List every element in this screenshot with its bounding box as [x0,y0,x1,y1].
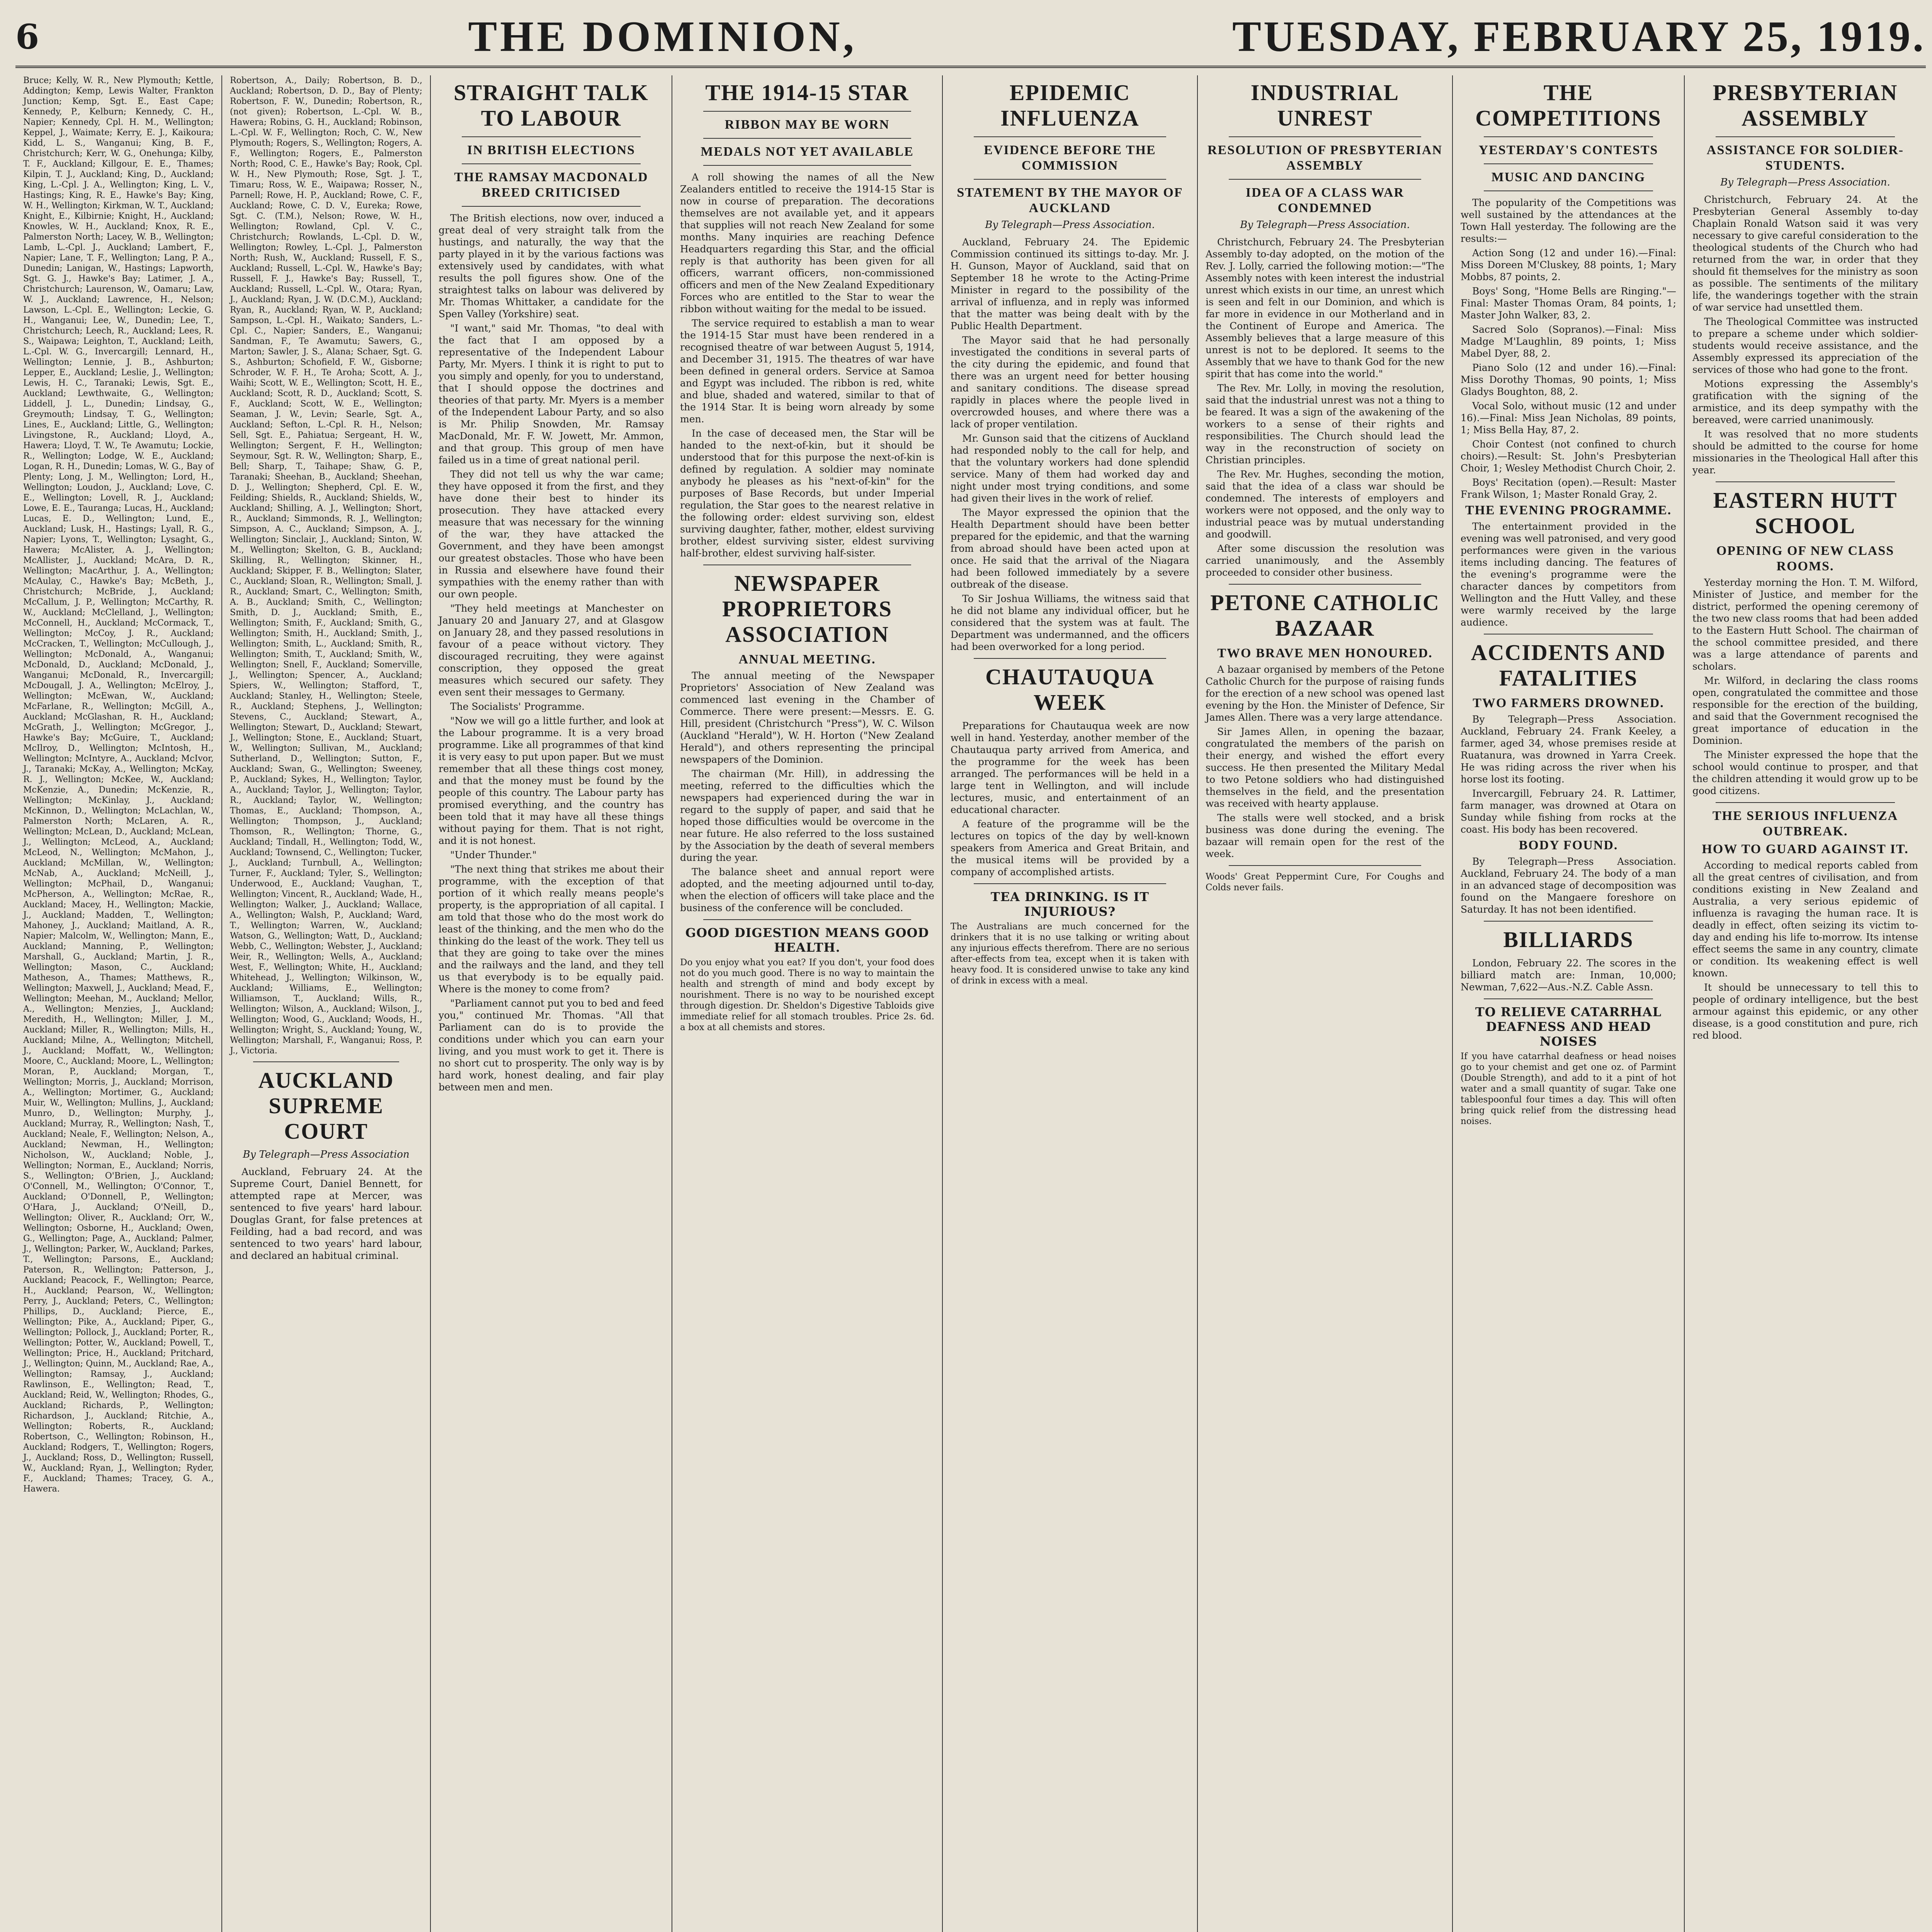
paragraph: Boys' Recitation (open).—Result: Master Frank Wilson, 1; Master Ronald Gray, 2. [1461,477,1676,500]
paragraph: Mr. Gunson said that the citizens of Auckland had responded nobly to the call for help, and that the voluntary workers had done splendid service. Many of them had worked day and night under most trying conditions, and some had given their lives in the work of relief. [951,433,1189,504]
article-body [951,236,1189,653]
billiards-heading: BILLIARDS [1503,927,1634,952]
paragraph: A feature of the programme will be the lectures on topics of the day by well-known speakers from America and Great Britain, and the musical items will be provided by a company of accomplished artists. [951,818,1189,878]
divider [462,206,641,207]
masthead [15,8,1926,68]
paragraph: A roll showing the names of all the New Zealanders entitled to receive the 1914-15 Star is now in course of preparation. The decorations themselves are not available yet, and it appears that supplies will not reach New Zealand for some months. Many inquiries are reaching Defence Headquarters regarding this Star, and the official reply is that authority has been given for all officers, warrant officers, non-commissioned officers and men of the New Zealand Expeditionary Forces who are entitled to the Star to wear the ribbon without waiting for the medal to be issued. [680,172,934,315]
paragraph: They did not tell us why the war came; they have opposed it from the first, and they have done their best to hinder its prosecution. They have attacked every measure that was necessary for the winning of the war, they have attacked the Government, and they have been amongst our greatest obstacles. Those who have been in Russia and elsewhere have found their sympathies with the enemy rather than with our own people. [439,469,664,600]
body-found-heading: BODY FOUND. [1519,838,1618,852]
paragraph: The British elections, now over, induced a great deal of very straight talk from the hustings, and naturally, the way that the party played in it by the various factions was extensively used by candidates, with what results the poll figures show. One of the straightest talks on labour was delivered by Mr. Thomas Whittaker, a candidate for the Spen Valley (Yorkshire) seat. [439,213,664,320]
paragraph: "They held meetings at Manchester on January 20 and January 27, and at Glasgow on January 28, and they passed resolutions in favour of a peace without victory. They discouraged recruiting, they were against conscription, they opposed the great measures which secured our safety. They even sent their messages to Germany. [439,603,664,698]
paragraph: It should be unnecessary to tell this to people of ordinary intelligence, but the best armour against this epidemic, or any other disease, is a good constitution and pure, rich red blood. [1692,982,1918,1041]
auckland-supreme-court-heading: AUCKLAND SUPREME COURT [258,1068,394,1144]
article-body [680,171,934,559]
article-body [1692,194,1918,476]
article-subheading-2: MEDALS NOT YET AVAILABLE [701,145,914,159]
divider [703,138,911,139]
article-subheading: RIBBON MAY BE WORN [724,117,890,132]
divider [1229,136,1421,137]
paragraph: "The next thing that strikes me about their programme, with the exception of that portion of it which really means people's property, is the appropriation of all capital. I am told that those who do the most work do least of the thinking, and the men who do the thinking do the least of the work. They tell us that they are going to take over the mines and the railways and the land, and they tell us that everybody is to be equally paid. Where is the money to come from? [439,864,664,995]
column-8 [1685,75,1926,1932]
divider [1484,163,1653,164]
paragraph: The Theological Committee was instructed to prepare a scheme under which soldier-students would receive assistance, and the Assembly expressed its appreciation of the services of those who had gone to the front. [1692,316,1918,375]
section-heading: CHAUTAUQUA WEEK [985,664,1155,715]
column-2 [222,75,431,1932]
divider [462,136,641,137]
accidents-heading: ACCIDENTS AND FATALITIES [1471,640,1666,690]
advertisement-text: The Australians are much concerned for the drinkers that it is no use talking or writing about any injurious effects therefrom. There are no serious after-effects from tea, except when it is taken with heavy food. It is considered unwise to take any kind of drink in excess with a meal. [951,922,1189,986]
article-subheading-2: STATEMENT BY THE MAYOR OF AUCKLAND [957,185,1183,215]
accidents-body [1461,713,1676,835]
divider [703,919,911,920]
paragraph: Sacred Solo (Sopranos).—Final: Miss Madge M'Laughlin, 89 points, 1; Miss Mabel Dyer, 88, 2. [1461,324,1676,359]
column-1 [15,75,222,1932]
paragraph: The Socialists' Programme. [450,701,585,712]
paragraph: Sir James Allen, in opening the bazaar, congratulated the members of the parish on their energy, and wished the effort every success. He then presented the Military Medal to two Petone soldiers who had distinguished themselves in the field, and the presentation was received with hearty applause. [1206,726,1444,809]
advertisement-text: Woods' Great Peppermint Cure, For Coughs and Colds never fails. [1206,872,1444,893]
column-6 [1198,75,1453,1932]
section-heading: NEWSPAPER PROPRIETORS ASSOCIATION [722,571,892,647]
article-subheading-2: IDEA OF A CLASS WAR CONDEMNED [1245,185,1405,215]
paragraph: Yesterday morning the Hon. T. M. Wilford, Minister of Justice, and member for the district, performed the opening ceremony of the two new class rooms that had been added to the Eastern Hutt School. The chairman of the school committee presided, and there was a large attendance of parents and scholars. [1692,577,1918,672]
section-body [1461,520,1676,628]
section-heading: PETONE CATHOLIC BAZAAR [1210,590,1440,641]
divider [1716,802,1895,803]
section-body [1206,663,1444,860]
divider [1229,584,1421,585]
paragraph: Boys' Song, "Home Bells are Ringing."—Final: Master Thomas Oram, 84 points, 1; Master John Walker, 83, 2. [1461,286,1676,321]
article-subheading-2: THE RAMSAY MACDONALD BREED CRITICISED [454,170,648,200]
accidents-subheading: TWO FARMERS DROWNED. [1473,696,1664,710]
body-found-text [1461,855,1676,915]
advertisement-text: If you have catarrhal deafness or head noises go to your chemist and get one oz. of Parmint (Double Strength), and add to it a pint of hot water and a small quantity of sugar. Take one tablespoonful four times a day. This will often bring quick relief from the distressing head noises. [1461,1051,1676,1126]
divider [974,658,1166,659]
issue-date: TUESDAY, FEBRUARY 25, 1919. [1232,12,1926,61]
article-body [439,212,664,1093]
article-heading: EPIDEMIC INFLUENZA [1000,80,1139,131]
column-4 [672,75,943,1932]
article-subheading-2: MUSIC AND DANCING [1491,170,1646,184]
newspaper-title: THE DOMINION, [468,12,857,61]
article-subheading: RESOLUTION OF PRESBYTERIAN ASSEMBLY [1207,143,1443,173]
paragraph: Motions expressing the Assembly's gratification with the signing of the armistice, and its deep sympathy with the bereaved, were carried unanimously. [1692,378,1918,425]
paragraph: The Minister expressed the hope that the school would continue to prosper, and that the children attending it would grow up to be good citizens. [1692,749,1918,796]
advertisement-text: Do you enjoy what you eat? If you don't, your food does not do you much good. There is no way to maintain the health and strength of mind and body except by nourishment. There is no way to be nourished except through digestion. Dr. Sheldon's Digestive Tabloids give immediate relief for all stomach troubles. Price 2s. 6d. a box at all chemists and stores. [680,957,934,1032]
divider [974,179,1166,180]
paragraph: The Mayor said that he had personally investigated the conditions in several parts of the city during the epidemic, and found that there was an urgent need for better housing and sanitary conditions. The disease spread rapidly in places where the people lived in overcrowded houses, and where there was a lack of proper ventilation. [951,335,1189,430]
column-7 [1453,75,1685,1932]
paragraph: "Parliament cannot put you to bed and feed you," continued Mr. Thomas. "All that Parliament can do is to provide the conditions under which you can earn your living, and you must work to get it. There is no short cut to prosperity. The only way is by hard work, honest dealing, and fair play between men and men. [439,998,664,1093]
divider [462,163,641,164]
article-subheading: ASSISTANCE FOR SOLDIER-STUDENTS. [1706,143,1904,173]
paragraph: London, February 22. The scores in the billiard match are: Inman, 10,000; Newman, 7,622—Aus.-N.Z. Cable Assn. [1461,957,1676,993]
paragraph: Vocal Solo, without music (12 and under 16).—Final: Miss Jean Nicholas, 89 points, 1; Miss Bella Hay, 87, 2. [1461,400,1676,435]
paragraph: The entertainment provided in the evening was well patronised, and very good performances were given in the various items including dancing. The features of the evening's programme were the character dances by competitors from Wellington and the Hutt Valley, and these were warmly received by the large audience. [1461,521,1676,628]
paragraph: The service required to establish a man to wear the 1914-15 Star must have been rendered in a recognised theatre of war between August 5, 1914, and December 31, 1915. The theatres of war have been defined in general orders. Service at Samoa and Egypt was included. The ribbon is red, white and blue, shaded and watered, similar to that of the 1914 Star. It is being worn already by some men. [680,318,934,425]
paragraph: The popularity of the Competitions was well sustained by the attendances at the Town Hall yesterday. The following are the results:— [1461,197,1676,244]
paragraph: The Rev. Mr. Lolly, in moving the resolution, said that the industrial unrest was not a thing to be feared. It was a sign of the awakening of the workers to a sense of their rights and responsibilities. The Church should lead the way in the reconstruction of society on Christian principles. [1206,383,1444,466]
byline: By Telegraph—Press Association. [985,219,1155,231]
divider [1484,136,1653,137]
influenza-subheading: HOW TO GUARD AGAINST IT. [1702,842,1909,856]
section-heading: EASTERN HUTT SCHOOL [1713,488,1898,538]
article-subheading: YESTERDAY'S CONTESTS [1478,143,1658,157]
section-subheading: TWO BRAVE MEN HONOURED. [1217,646,1433,660]
paragraph: A bazaar organised by members of the Petone Catholic Church for the purpose of raising funds for the erection of a new school was opened last evening by the Hon. the Minister of Defence, Sir James Allen. There was a very large attendance. [1206,664,1444,723]
paragraph: To Sir Joshua Williams, the witness said that he did not blame any individual officer, but he considered that the system was at fault. The Department was undermanned, and the officers had been overworked for a long period. [951,593,1189,652]
paragraph: Choir Contest (not confined to church choirs).—Result: St. John's Presbyterian Choir, 1; Wesley Methodist Church Choir, 2. [1461,439,1676,474]
paragraph: After some discussion the resolution was carried unanimously, and the Assembly proceeded to consider other business. [1206,543,1444,578]
article-heading: STRAIGHT TALK TO LABOUR [454,80,649,131]
article-heading: PRESBYTERIAN ASSEMBLY [1713,80,1898,131]
article-heading: THE 1914-15 STAR [705,80,909,105]
divider [1229,179,1421,180]
divider [1484,190,1653,191]
paragraph: In the case of deceased men, the Star will be handed to the next-of-kin, but it should be understood that for this purpose the next-of-kin is defined by regulation. A soldier may nominate anybody he pleases as his "next-of-kin" for the purposes of Base Records, but under Imperial regulation, the Star goes to the nearest relative in the following order: eldest surviving son, eldest surviving daughter, father, mother, eldest surviving brother, eldest surviving sister, eldest surviving half-brother, eldest surviving half-sister. [680,428,934,559]
column-5 [943,75,1198,1932]
advertisement-heading: TEA DRINKING. IS IT INJURIOUS? [990,889,1150,919]
paragraph: The Mayor expressed the opinion that the Health Department should have been better prepared for the epidemic, and that the warning from abroad should have been acted upon at once. He said that the arrival of the Niagara had been followed immediately by a severe outbreak of the disease. [951,507,1189,590]
section-subheading: ANNUAL MEETING. [738,652,876,667]
article-subheading: IN BRITISH ELECTIONS [467,143,635,157]
paragraph: It was resolved that no more students should be admitted to the course for home missionaries in the Theological Hall after this year. [1692,429,1918,476]
divider [703,165,911,166]
divider [1716,136,1895,137]
divider [253,1061,399,1062]
column-3 [431,75,672,1932]
divider [974,883,1166,884]
article-body [1206,236,1444,578]
paragraph: The Rev. Mr. Hughes, seconding the motion, said that the idea of a class war should be condemned. The interests of employers and workers were not opposed, and the only way to industrial peace was by mutual understanding and goodwill. [1206,469,1444,540]
roll-list: Bruce; Kelly, W. R., New Plymouth; Kettle, Addington; Kemp, Lewis Walter, Frankton Junction; Kemp, Sgt. E., East Cape; Kennedy, P., Kelburn; Kennedy, C. H., Napier; Kennedy, Cpl. H. M., Wellington; Keppel, J., Waimate; Kerry, E. J., Kaikoura; Kidd, L. S., Wanganui; King, B. F., Christchurch; Kerr, W. G., Onehunga; Kilby, T. F., Auckland; Killgour, E. E., Thames; Kilpin, T. J., Auckland; King, D., Auckland; King, L.-Cpl. J. A., Wellington; King, L. V., Hastings; King, R. E., Hawke's Bay; King, W. H., Wellington; Kirkman, W. T., Auckland; Knight, E., Kilbirnie; Knight, H., Auckland; Knowles, W. H., Auckland; Knox, R. E., Palmerston North; Lacey, W. B., Wellington; Lamb, L.-Cpl. J., Auckland; Lambert, F., Napier; Lane, T. F., Wellington; Lang, P. A., Dunedin; Lanigan, W., Hastings; Lapworth, Sgt. G. J., Hawke's Bay; Latimer, J. A., Christchurch; Laurenson, W., Oamaru; Law, W. J., Auckland; Lawrence, H., Nelson; Lawson, L.-Cpl. E., Wellington; Leckie, G. H., Wanganui; Lee, W., Dunedin; Lee, T., Christchurch; Leech, R., Auckland; Lees, R. S., Waipawa; Leighton, T., Auckland; Leith, L.-Cpl. W. G., Invercargill; Lennard, H., Wellington; Lennie, J. B., Ashburton; Lepper, E., Auckland; Leslie, J., Wellington; Lewis, H. C., Taranaki; Lewis, Sgt. E., Auckland; Lewthwaite, G., Wellington; Liddell, J. L., Dunedin; Lindsay, G., Greymouth; Lindsay, T. G., Wellington; Lines, E., Auckland; Little, G., Wellington; Livingstone, R., Auckland; Lloyd, A., Hawera; Lloyd, T. W., Te Awamutu; Lockie, R., Wellington; Lodge, W. E., Auckland; Logan, R. H., Dunedin; Lomas, W. G., Bay of Plenty; Long, J. M., Wellington; Lord, H., Wellington; Loudon, J., Auckland; Love, C. E., Wellington; Lovell, R. J., Auckland; Lowe, E. E., Tauranga; Lucas, H., Auckland; Lucas, E. D., Wellington; Lund, E., Auckland; Lusk, H., Hastings; Lyall, R. G., Napier; Lyons, T., Wellington; Lysaght, G., Hawera; McAlister, A. J., Wellington; McAllister, J., Auckland; McAra, D. R., Wellington; MacArthur, J. A., Wellington; McAulay, C., Hawke's Bay; McBeth, J., Christchurch; McBride, J., Auckland; McCallum, J. P., Wellington; McCarthy, R. W., Auckland; McClelland, J., Wellington; McConnell, H., Auckland; McCormack, T., Wellington; McCoy, J. R., Auckland; McCracken, T., Wellington; McCullough, J., Wellington; McDonald, A., Wanganui; McDonald, D., Auckland; McDonald, J., Wanganui; McDonald, R., Invercargill; McDougall, J. A., Wellington; McElroy, J., Wellington; McEwan, W., Auckland; McFarlane, R., Wellington; McGill, A., Auckland; McGlashan, R. H., Auckland; McGrath, J., Wellington; McGregor, J., Hawke's Bay; McGuire, T., Auckland; McIlroy, D., Wellington; McIntosh, H., Wellington; McIntyre, A., Auckland; McIvor, J., Taranaki; McKay, A., Wellington; McKay, R. J., Wellington; McKee, W., Auckland; McKenzie, A., Dunedin; McKenzie, R., Wellington; McKinlay, J., Auckland; McKinnon, D., Wellington; McLachlan, W., Palmerston North; McLaren, A. R., Wellington; McLean, D., Auckland; McLean, J., Wellington; McLeod, A., Auckland; McLeod, N., Wellington; McMahon, J., Auckland; McMillan, W., Wellington; McNab, A., Auckland; McNeill, J., Wellington; McPhail, D., Wanganui; McPherson, A., Wellington; McRae, R., Auckland; Macey, H., Wellington; Mackie, J., Auckland; Madden, T., Wellington; Mahoney, J., Auckland; Maitland, A. R., Napier; Malcolm, W., Wellington; Mann, E., Auckland; Manning, P., Wellington; Marshall, G., Auckland; Martin, J. R., Wellington; Mason, C., Auckland; Matheson, A., Thames; Matthews, R., Wellington; Maxwell, J., Auckland; Mead, F., Wellington; Meehan, M., Auckland; Mellor, A., Wellington; Menzies, J., Auckland; Meredith, H., Wellington; Miller, J. M., Auckland; Miller, R., Wellington; Mills, H., Auckland; Milne, A., Wellington; Mitchell, J., Auckland; Moffatt, W., Wellington; Moore, C., Auckland; Moore, L., Wellington; Moran, P., Auckland; Morgan, T., Wellington; Morris, J., Auckland; Morrison, A., Wellington; Mortimer, G., Auckland; Muir, W., Wellington; Mullins, J., Auckland; Munro, D., Wellington; Murphy, J., Auckland; Murray, R., Wellington; Nash, T., Auckland; Neale, F., Wellington; Nelson, A., Auckland; Newman, H., Wellington; Nicholson, W., Auckland; Noble, J., Wellington; Norman, E., Auckland; Norris, S., Wellington; O'Brien, J., Auckland; O'Connell, M., Wellington; O'Connor, T., Auckland; O'Donnell, P., Wellington; O'Hara, J., Auckland; O'Neill, D., Wellington; Oliver, R., Auckland; Orr, W., Wellington; Osborne, H., Auckland; Owen, G., Wellington; Page, A., Auckland; Palmer, J., Wellington; Parker, W., Auckland; Parkes, T., Wellington; Parsons, E., Auckland; Paterson, R., Wellington; Patterson, J., Auckland; Peacock, F., Wellington; Pearce, H., Auckland; Pearson, W., Wellington; Perry, J., Auckland; Peters, C., Wellington; Phillips, D., Auckland; Pierce, E., Wellington; Pike, A., Auckland; Piper, G., Wellington; Pollock, J., Auckland; Porter, R., Wellington; Potter, W., Auckland; Powell, T., Wellington; Price, H., Auckland; Pritchard, J., Wellington; Quinn, M., Auckland; Rae, A., Wellington; Ramsay, J., Auckland; Rawlinson, E., Wellington; Read, T., Auckland; Reid, W., Wellington; Rhodes, G., Auckland; Richards, P., Wellington; Richardson, J., Auckland; Ritchie, A., Wellington; Roberts, R., Auckland; Robertson, C., Wellington; Robinson, H., Auckland; Rodgers, T., Wellington; Rogers, J., Auckland; Ross, D., Wellington; Russell, W., Auckland; Ryan, J., Wellington; Ryder, F., Auckland; Thames; Tracey, G. A., Hawera. [23,76,214,1494]
paragraph: "Under Thunder." [450,849,537,861]
paragraph: Invercargill, February 24. R. Lattimer, farm manager, was drowned at Otara on Sunday while fishing from rocks at the coast. His body has been recovered. [1461,788,1676,835]
section-subheading: OPENING OF NEW CLASS ROOMS. [1716,544,1895,573]
divider [703,111,911,112]
influenza-body [1692,859,1918,1041]
divider [1484,921,1653,922]
roll-list-continued: Robertson, A., Daily; Robertson, B. D., Auckland; Robertson, D. D., Bay of Plenty; Robertson, F. W., Dunedin; Robertson, R., (not given); Robertson, L.-Cpl. W. B., Hawera; Robins, G. H., Auckland; Robinson, L.-Cpl. W. F., Wellington; Roch, C. W., New Plymouth; Rogers, S., Wellington; Rogers, A. F., Wellington; Rogers, E., Palmerston North; Rood, C. E., Hawke's Bay; Rook, Cpl. W. H., New Plymouth; Rose, Sgt. J. T., Timaru; Ross, W. E., Waipawa; Rosser, N., Parnell; Rowe, H. P., Auckland; Rowe, C. F., Auckland; Rowe, C. D. V., Eureka; Rowe, Sgt. C. (T.M.), Nelson; Rowe, W. H., Wellington; Rowland, Cpl. V. C., Christchurch; Rowlands, L.-Cpl. D. W., Wellington; Rowley, L.-Cpl. J., Palmerston North; Rush, W., Auckland; Russell, F. S., Auckland; Russell, L.-Cpl. W., Hawke's Bay; Russell, F. J., Hawke's Bay; Russell, T., Auckland; Russell, L.-Cpl. W., Otara; Ryan, J., Auckland; Ryan, J. W. (D.C.M.), Auckland; Ryan, R., Auckland; Ryan, W. P., Auckland; Sampson, L.-Cpl. H., Waikato; Sanders, L.-Cpl. C., Napier; Sanders, E., Wanganui; Sandman, F., Te Awamutu; Sawers, G., Marton; Sawler, J. S., Alana; Schaer, Sgt. G. S., Ashburton; Schofield, F. W., Gisborne; Schroder, W. F. H., Te Aroha; Scott, A. J., Waihi; Scott, W. E., Wellington; Scott, H. E., Auckland; Scott, R. D., Auckland; Scott, S. F., Auckland; Scott, W. E., Wellington; Seaman, J. W., Levin; Searle, Sgt. A., Auckland; Sefton, L.-Cpl. R. H., Nelson; Sell, Sgt. E., Pahiatua; Sergeant, H. W., Wellington; Sergent, F. H., Wellington; Seymour, Sgt. R. W., Wellington; Sharp, E., Bell; Sharp, T., Taihape; Shaw, G. P., Taranaki; Sheehan, B., Auckland; Sheehan, D. J., Wellington; Shepherd, Cpl. E. W., Feilding; Shields, R., Auckland; Shields, W., Auckland; Shilling, A. J., Wellington; Short, R., Auckland; Simmonds, R. J., Wellington; Simpson, A. C., Auckland; Simpson, A. J., Wellington; Sinclair, J., Auckland; Sinton, W. M., Wellington; Skelton, G. B., Auckland; Skilling, R., Wellington; Skinner, H., Auckland; Skipper, F. B., Wellington; Slater, C., Auckland; Sloan, R., Wellington; Small, J. R., Auckland; Smart, C., Wellington; Smith, A. B., Auckland; Smith, C., Wellington; Smith, D. J., Auckland; Smith, E., Wellington; Smith, F., Auckland; Smith, G., Wellington; Smith, H., Auckland; Smith, J., Wellington; Smith, L., Auckland; Smith, R., Wellington; Smith, T., Auckland; Smith, W., Wellington; Snell, F., Auckland; Somerville, J., Wellington; Spencer, A., Auckland; Spiers, W., Wellington; Stafford, T., Auckland; Stanley, H., Wellington; Steele, R., Auckland; Stephens, J., Wellington; Stevens, C., Auckland; Stewart, A., Wellington; Stewart, D., Auckland; Stewart, J., Wellington; Stone, E., Auckland; Stuart, W., Wellington; Sullivan, M., Auckland; Sutherland, D., Wellington; Sutton, F., Auckland; Swan, G., Wellington; Sweeney, P., Auckland; Sykes, H., Wellington; Taylor, A., Auckland; Taylor, J., Wellington; Taylor, R., Auckland; Taylor, W., Wellington; Thomas, E., Auckland; Thompson, A., Wellington; Thompson, J., Auckland; Thomson, R., Wellington; Thorne, G., Auckland; Tindall, H., Wellington; Todd, W., Auckland; Townsend, C., Wellington; Tucker, J., Auckland; Turnbull, A., Wellington; Turner, F., Auckland; Tyler, S., Wellington; Underwood, E., Auckland; Vaughan, T., Wellington; Vincent, R., Auckland; Wade, H., Wellington; Walker, J., Auckland; Wallace, A., Wellington; Walsh, P., Auckland; Ward, T., Wellington; Warren, W., Auckland; Watson, G., Wellington; Watt, D., Auckland; Webb, C., Wellington; Webster, J., Auckland; Weir, R., Wellington; Wells, A., Auckland; West, F., Wellington; White, H., Auckland; Whitehead, J., Wellington; Wilkinson, W., Auckland; Williams, E., Wellington; Williamson, T., Auckland; Wills, R., Wellington; Wilson, A., Auckland; Wilson, J., Wellington; Wood, G., Auckland; Woods, H., Wellington; Wright, S., Auckland; Young, W., Wellington; Marshall, F., Wanganui; Ross, P. J., Victoria. [230,76,422,1056]
byline: By Telegraph—Press Association. [1240,219,1410,231]
article-heading: INDUSTRIAL UNREST [1250,80,1400,131]
article-heading: THE COMPETITIONS [1475,80,1662,131]
divider [974,136,1166,137]
section-body [680,670,934,914]
advertisement-heading: GOOD DIGESTION MEANS GOOD HEALTH. [685,925,929,955]
paragraph: The stalls were well stocked, and a brisk business was done during the evening. The bazaar will remain open for the rest of the week. [1206,812,1444,859]
article-subheading: EVIDENCE BEFORE THE COMMISSION [984,143,1156,173]
paragraph: Auckland, February 24. The Epidemic Commission continued its sittings to-day. Mr. J. H. Gunson, Mayor of Auckland, said that on September 18 he wrote to the Acting-Prime Minister in regard to the possibility of the arrival of influenza, and in reply was informed that the matter was being dealt with by the Public Health Department. [951,236,1189,332]
article-body [1461,197,1676,500]
influenza-heading: THE SERIOUS INFLUENZA OUTBREAK. [1712,809,1898,838]
divider [1716,481,1895,482]
paragraph: According to medical reports cabled from all the great centres of civilisation, and from conditions existing in New Zealand and Australia, a very serious epidemic of influenza is ravaging the human race. It is deadly in effect, often seizing its victim to-day and ending his life to-morrow. Its intense effect seems the same in any country, climate or condition. Its weakening effect is well known. [1692,860,1918,979]
page-number: 6 [15,17,39,57]
divider [1229,865,1421,866]
section-body [951,720,1189,878]
paragraph: The balance sheet and annual report were adopted, and the meeting adjourned until to-day, when the election of officers will take place and the business of the conference will be concluded. [680,866,934,913]
paragraph: Piano Solo (12 and under 16).—Final: Miss Dorothy Thomas, 90 points, 1; Miss Gladys Boughton, 88, 2. [1461,362,1676,397]
divider [1484,998,1653,999]
byline: By Telegraph—Press Association [243,1149,410,1160]
article-paragraph: Auckland, February 24. At the Supreme Court, Daniel Bennett, for attempted rape at Mercer, was sentenced to five years' hard labour. Douglas Grant, for false pretences at Feilding, had a bad record, and was sentenced to two years' hard labour, and declared an habitual criminal. [230,1166,422,1261]
section-body [1692,577,1918,797]
paragraph: By Telegraph—Press Association. Auckland, February 24. Frank Keeley, a farmer, aged 34, whose premises reside at Ruatanura, was drowned in Yarra Creek. He was riding across the river when his horse lost its footing. [1461,714,1676,785]
section-heading: THE EVENING PROGRAMME. [1465,503,1672,517]
paragraph: By Telegraph—Press Association. Auckland, February 24. The body of a man in an advanced stage of decomposition was found on the Mangaere foreshore on Saturday. It has not been identified. [1461,856,1676,915]
advertisement-heading: TO RELIEVE CATARRHAL DEAFNESS AND HEAD NOISES [1475,1005,1662,1049]
paragraph: Christchurch, February 24. The Presbyterian Assembly to-day adopted, on the motion of the Rev. J. Lolly, carried the following motion:—"The Assembly notes with keen interest the industrial unrest which exists in our time, an unrest which is seen and felt in our Dominion, and which is far more in evidence in our Motherland and in the Continent of Europe and America. The Assembly believes that a large measure of this unrest is not to be deplored. It seems to the Assembly that we have to thank God for the new spirit that has come into the world." [1206,236,1444,379]
paragraph: The chairman (Mr. Hill), in addressing the meeting, referred to the difficulties which the newspapers had experienced during the war in regard to the supply of paper, and said that he hoped those difficulties would be overcome in the near future. He also referred to the loss sustained by the Association by the death of several members during the year. [680,768,934,863]
paragraph: Preparations for Chautauqua week are now well in hand. Yesterday, another member of the Chautauqua party arrived from America, and the programme for the week has been arranged. The performances will be held in a large tent in Wellington, and will include lectures, music, and entertainment of an educational character. [951,720,1189,815]
paragraph: Action Song (12 and under 16).—Final: Miss Doreen M'Cluskey, 88 points, 1; Mary Mobbs, 87 points, 2. [1461,247,1676,282]
paragraph: Christchurch, February 24. At the Presbyterian General Assembly to-day Chaplain Ronald Watson said it was very necessary to give careful consideration to the theological students of the Church who had returned from the war, in order that they should fit themselves for the ministry as soon as possible. The sentiments of the military life, the wanderings together with the strain of war service had unsettled them. [1692,194,1918,313]
paragraph: "I want," said Mr. Thomas, "to deal with the fact that I am opposed by a representative of the Independent Labour Party, Mr. Myers. I think it is right to put to you simply and openly, for you to understand, that I should oppose the doctrines and theories of that party. Mr. Myers is a member of the Independent Labour Party, and so also is Mr. Philip Snowden, Mr. Ramsay MacDonald, Mr. F. W. Jowett, Mr. Ammon, and that group. This group of men have failed us in a time of great national peril. [439,323,664,466]
paragraph: The annual meeting of the Newspaper Proprietors' Association of New Zealand was commenced last evening in the Chamber of Commerce. There were present:—Messrs. E. G. Hill, president (Christchurch "Press"), W. C. Wilson (Auckland "Herald"), W. H. Horton ("New Zealand Herald"), and others representing the principal newspapers of the Dominion. [680,670,934,765]
paragraph: Mr. Wilford, in declaring the class rooms open, congratulated the committee and those responsible for the erection of the building, and said that the Government recognised the great importance of education in the Dominion. [1692,675,1918,746]
billiards-text [1461,957,1676,993]
paragraph: "Now we will go a little further, and look at the Labour programme. It is a very broad programme. Like all programmes of that kind it is very easy to put upon paper. But we must remember that all these things cost money, and that the money must be found by the people of this country. The Labour party has promised everything, and the country has been told that it may have all these things without paying for them. That is not right, and it is not honest. [439,715,664,846]
byline: By Telegraph—Press Association. [1720,177,1890,188]
